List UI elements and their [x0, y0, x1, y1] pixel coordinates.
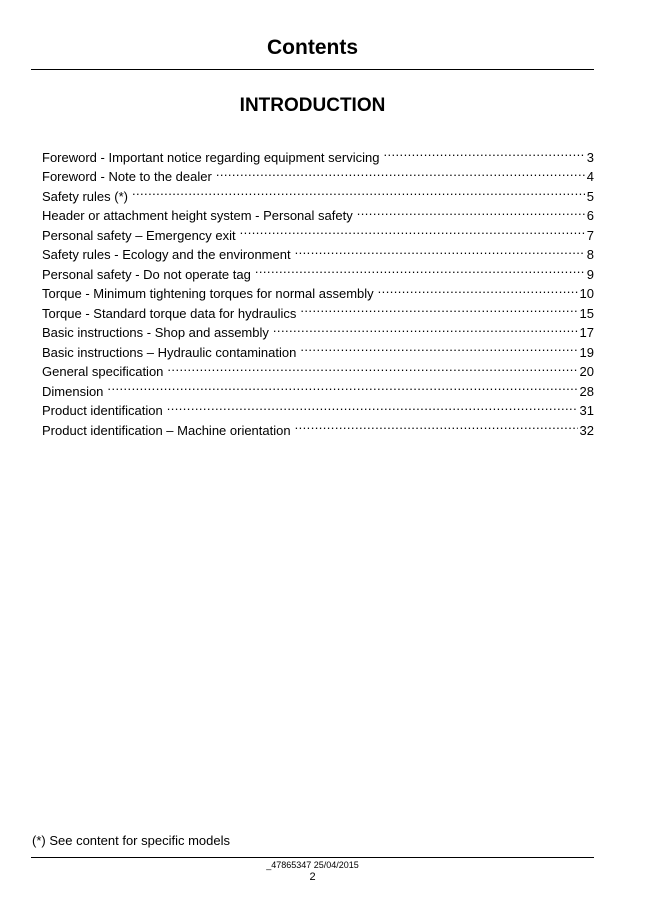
toc-dot-leader [300, 298, 577, 318]
toc-entry-page: 19 [579, 344, 594, 360]
toc-entry-label: Product identification – Machine orientation [42, 422, 291, 438]
toc-entry-label: Foreword - Note to the dealer [42, 169, 212, 184]
toc-dot-leader [240, 220, 585, 240]
footer-divider [31, 857, 594, 858]
toc-entry-label: General specification [42, 364, 164, 379]
toc-dot-leader [255, 259, 585, 279]
header-divider [31, 69, 594, 70]
toc-dot-leader [167, 396, 578, 416]
toc-entry-label: Personal safety - Do not operate tag [42, 266, 251, 282]
toc-dot-leader [132, 181, 585, 201]
toc-entry-page: 32 [579, 422, 594, 438]
toc-entry-label: Product identification [42, 403, 163, 418]
toc-dot-leader [357, 201, 585, 221]
toc-entry-label: Personal safety – Emergency exit [42, 227, 236, 243]
toc-dot-leader [295, 415, 578, 435]
toc-entry-page: 20 [579, 364, 594, 379]
page-title: Contents [267, 36, 358, 59]
toc-entry[interactable] [42, 396, 594, 416]
toc-dot-leader [216, 162, 585, 182]
toc-entry-page: 8 [586, 247, 594, 262]
toc-entry-label: Torque - Standard torque data for hydraulics [42, 305, 297, 321]
document-reference: _47865347 25/04/2015 [266, 860, 359, 870]
toc-dot-leader [167, 357, 577, 377]
toc-entry-page: 5 [586, 188, 594, 204]
toc-entry-page: 28 [579, 383, 594, 399]
toc-entry-label: Safety rules (*) [42, 188, 128, 204]
toc-entry-page: 31 [579, 403, 594, 418]
toc-dot-leader [295, 240, 585, 260]
toc-entry-label: Basic instructions - Shop and assembly [42, 325, 269, 340]
toc-dot-leader [300, 337, 577, 357]
toc-entry-page: 6 [586, 208, 594, 223]
page-number: 2 [309, 871, 316, 883]
footnote: (*) See content for specific models [32, 833, 230, 848]
toc-entry-page: 10 [579, 286, 594, 301]
toc-dot-leader [273, 318, 578, 338]
toc-entry[interactable] [42, 142, 594, 165]
toc-entry-label: Torque - Minimum tightening torques for normal assembly [42, 286, 374, 301]
toc-dot-leader [383, 142, 584, 162]
toc-entry-label: Dimension [42, 383, 104, 399]
toc-entry-label: Safety rules - Ecology and the environment [42, 247, 291, 262]
toc-entry-page: 9 [586, 266, 594, 282]
toc-entry-label: Header or attachment height system - Personal safety [42, 208, 353, 223]
section-title: INTRODUCTION [239, 95, 386, 116]
toc-entry-page: 15 [579, 305, 594, 321]
toc-entry[interactable] [42, 376, 594, 399]
toc-entry-page: 7 [586, 227, 594, 243]
toc-entry-label: Basic instructions – Hydraulic contamination [42, 344, 297, 360]
table-of-contents [42, 142, 594, 438]
toc-entry-page: 4 [586, 169, 594, 184]
toc-entry-label: Foreword - Important notice regarding equipment servicing [42, 149, 380, 165]
toc-dot-leader [378, 279, 578, 299]
toc-entry-page: 17 [579, 325, 594, 340]
toc-entry-page: 3 [586, 149, 594, 165]
toc-dot-leader [107, 376, 577, 396]
